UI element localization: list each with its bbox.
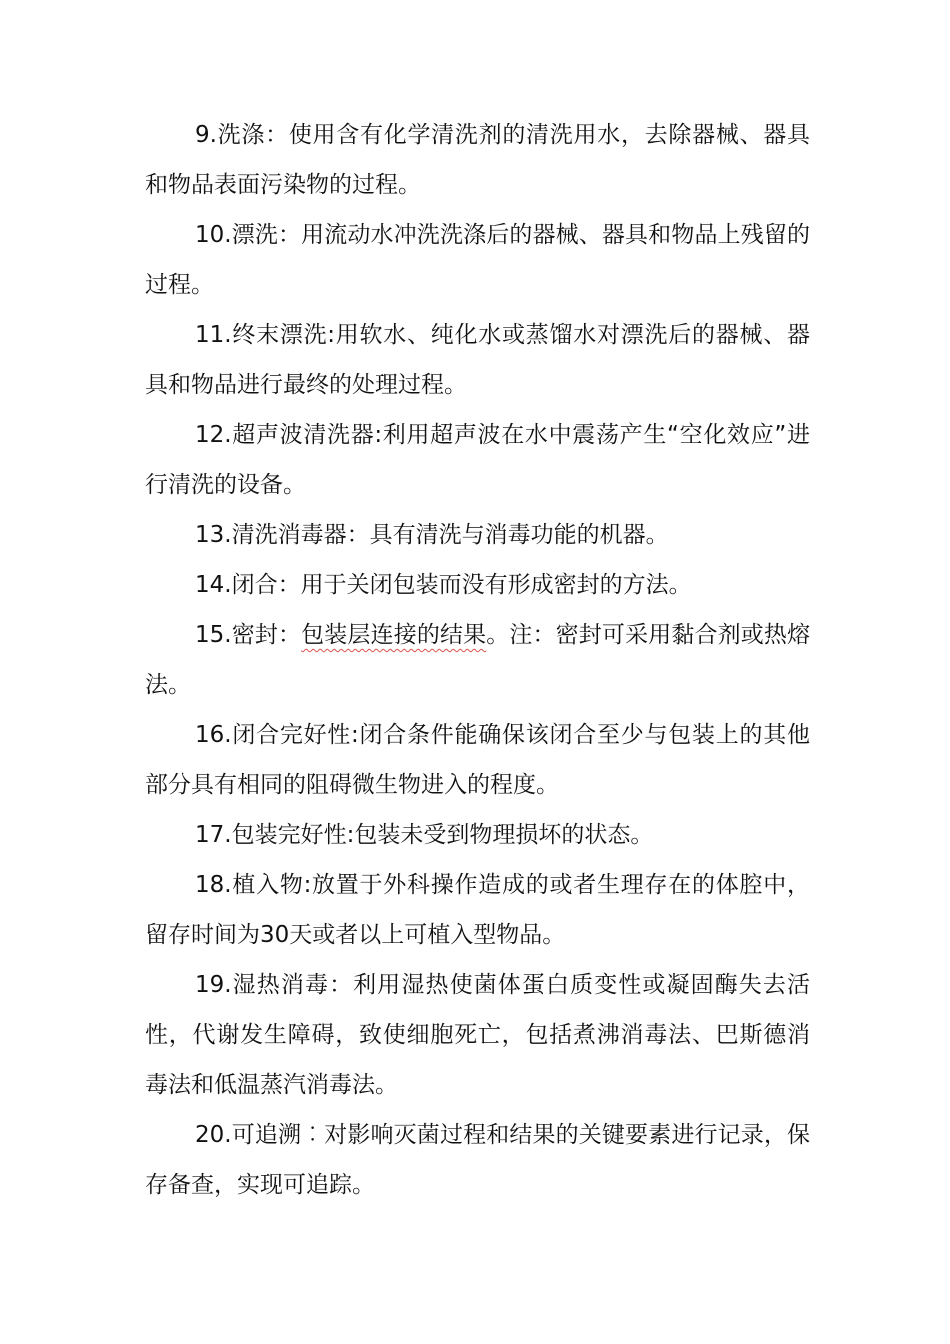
paragraph-15-prefix: 15.密封： (195, 622, 302, 648)
paragraph-13: 13.清洗消毒器：具有清洗与消毒功能的机器。 (195, 522, 669, 548)
paragraph-12: 12.超声波清洗器:利用超声波在水中震荡产生“空化效应”进行清洗的设备。 (145, 422, 810, 498)
document-body (145, 110, 810, 1210)
paragraph-15 (145, 610, 810, 710)
paragraph-9: 9.洗涤：使用含有化学清洗剂的清洗用水，去除器械、器具和物品表面污染物的过程。 (145, 122, 810, 198)
paragraph-16: 16.闭合完好性:闭合条件能确保该闭合至少与包装上的其他部分具有相同的阻碍微生物进入的程度。 (145, 722, 810, 798)
paragraph-11: 11.终末漂洗:用软水、纯化水或蒸馏水对漂洗后的器械、器具和物品进行最终的处理过程。 (145, 322, 810, 398)
paragraph-19: 19.湿热消毒：利用湿热使菌体蛋白质变性或凝固酶失去活性，代谢发生障碍，致使细胞死亡，包括煮沸消毒法、巴斯德消毒法和低温蒸汽消毒法。 (145, 972, 810, 1098)
paragraph-20: 20.可追溯︰对影响灭菌过程和结果的关键要素进行记录，保存备查，实现可追踪。 (145, 1122, 810, 1198)
paragraph-17: 17.包装完好性:包装未受到物理损坏的状态。 (195, 822, 654, 848)
paragraph-10: 10.漂洗：用流动水冲洗洗涤后的器械、器具和物品上残留的过程。 (145, 222, 810, 298)
paragraph-15-suffix: 。注：密封可采用黏合剂或热熔法。 (145, 622, 811, 698)
spellcheck-underlined-text[interactable]: 包装层连接的结果 (301, 622, 487, 648)
paragraph-14: 14.闭合：用于关闭包装而没有形成密封的方法。 (195, 572, 692, 598)
paragraph-18: 18.植入物:放置于外科操作造成的或者生理存在的体腔中，留存时间为30天或者以上可植入型物品。 (145, 872, 810, 948)
